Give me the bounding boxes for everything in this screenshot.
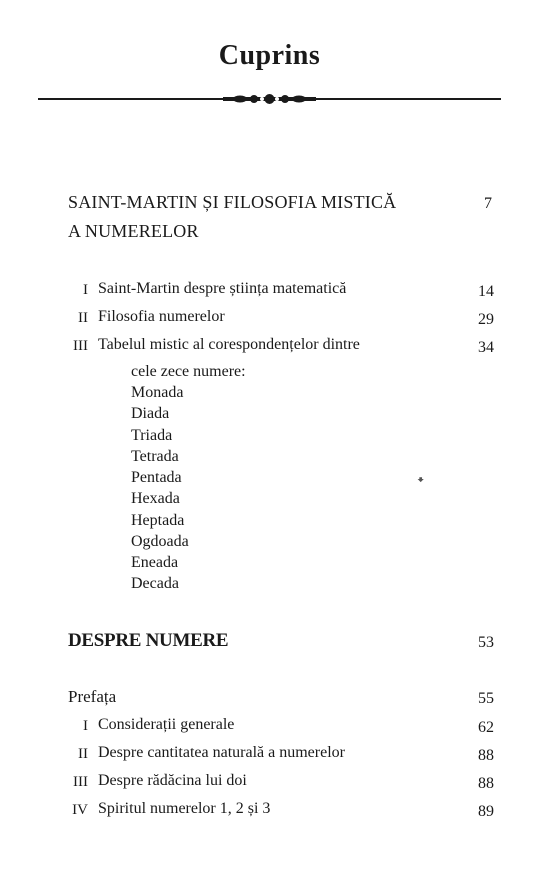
chapter-title: Despre rădăcina lui doi xyxy=(98,772,247,789)
sublist-item: Ogdoada xyxy=(131,533,189,550)
section2-page: 53 xyxy=(478,634,494,651)
chapter-roman: III xyxy=(73,774,88,790)
scan-speck-icon: 🠻 xyxy=(417,473,425,487)
chapter-page: 88 xyxy=(478,747,494,764)
sublist-item: Hexada xyxy=(131,490,180,507)
chapter-title: Tabelul mistic al corespondențelor dintre xyxy=(98,336,360,353)
chapter-roman: I xyxy=(83,718,88,734)
chapter-page: 14 xyxy=(478,283,494,300)
section1-page: 7 xyxy=(484,195,492,212)
chapter-page: 29 xyxy=(478,311,494,328)
section1-title-line2: A NUMERELOR xyxy=(68,221,199,241)
chapter-title: Considerații generale xyxy=(98,716,235,733)
preface-title: Prefața xyxy=(68,687,117,706)
chapter-page: 89 xyxy=(478,803,494,820)
sublist-item: Decada xyxy=(131,575,179,592)
sublist-item: Heptada xyxy=(131,512,185,529)
chapter-roman: IV xyxy=(72,802,88,818)
ornament-divider-icon xyxy=(38,90,501,108)
chapter-page: 34 xyxy=(478,339,494,356)
chapter-roman: I xyxy=(83,282,88,298)
page-title: Cuprins xyxy=(218,40,321,71)
section2-title: DESPRE NUMERE xyxy=(68,630,229,651)
chapter-roman: II xyxy=(78,310,88,326)
chapter-roman: II xyxy=(78,746,88,762)
chapter-page: 88 xyxy=(478,775,494,792)
sublist-item: Tetrada xyxy=(131,448,179,465)
sublist-item: Eneada xyxy=(131,554,179,571)
chapter-title: Spiritul numerelor 1, 2 și 3 xyxy=(98,800,271,817)
sublist-item: cele zece numere: xyxy=(131,363,246,380)
sublist-item: Monada xyxy=(131,384,184,401)
sublist-item: Triada xyxy=(131,427,173,444)
chapter-title: Despre cantitatea naturală a numerelor xyxy=(98,744,345,761)
sublist-item: Pentada xyxy=(131,469,182,486)
chapter-title: Filosofia numerelor xyxy=(98,308,225,325)
section1-title-line1: SAINT-MARTIN ȘI FILOSOFIA MISTICĂ xyxy=(68,192,397,212)
chapter-page: 62 xyxy=(478,719,494,736)
chapter-roman: III xyxy=(73,338,88,354)
preface-page: 55 xyxy=(478,690,494,707)
chapter-title: Saint-Martin despre știința matematică xyxy=(98,280,347,297)
sublist-item: Diada xyxy=(131,405,170,422)
